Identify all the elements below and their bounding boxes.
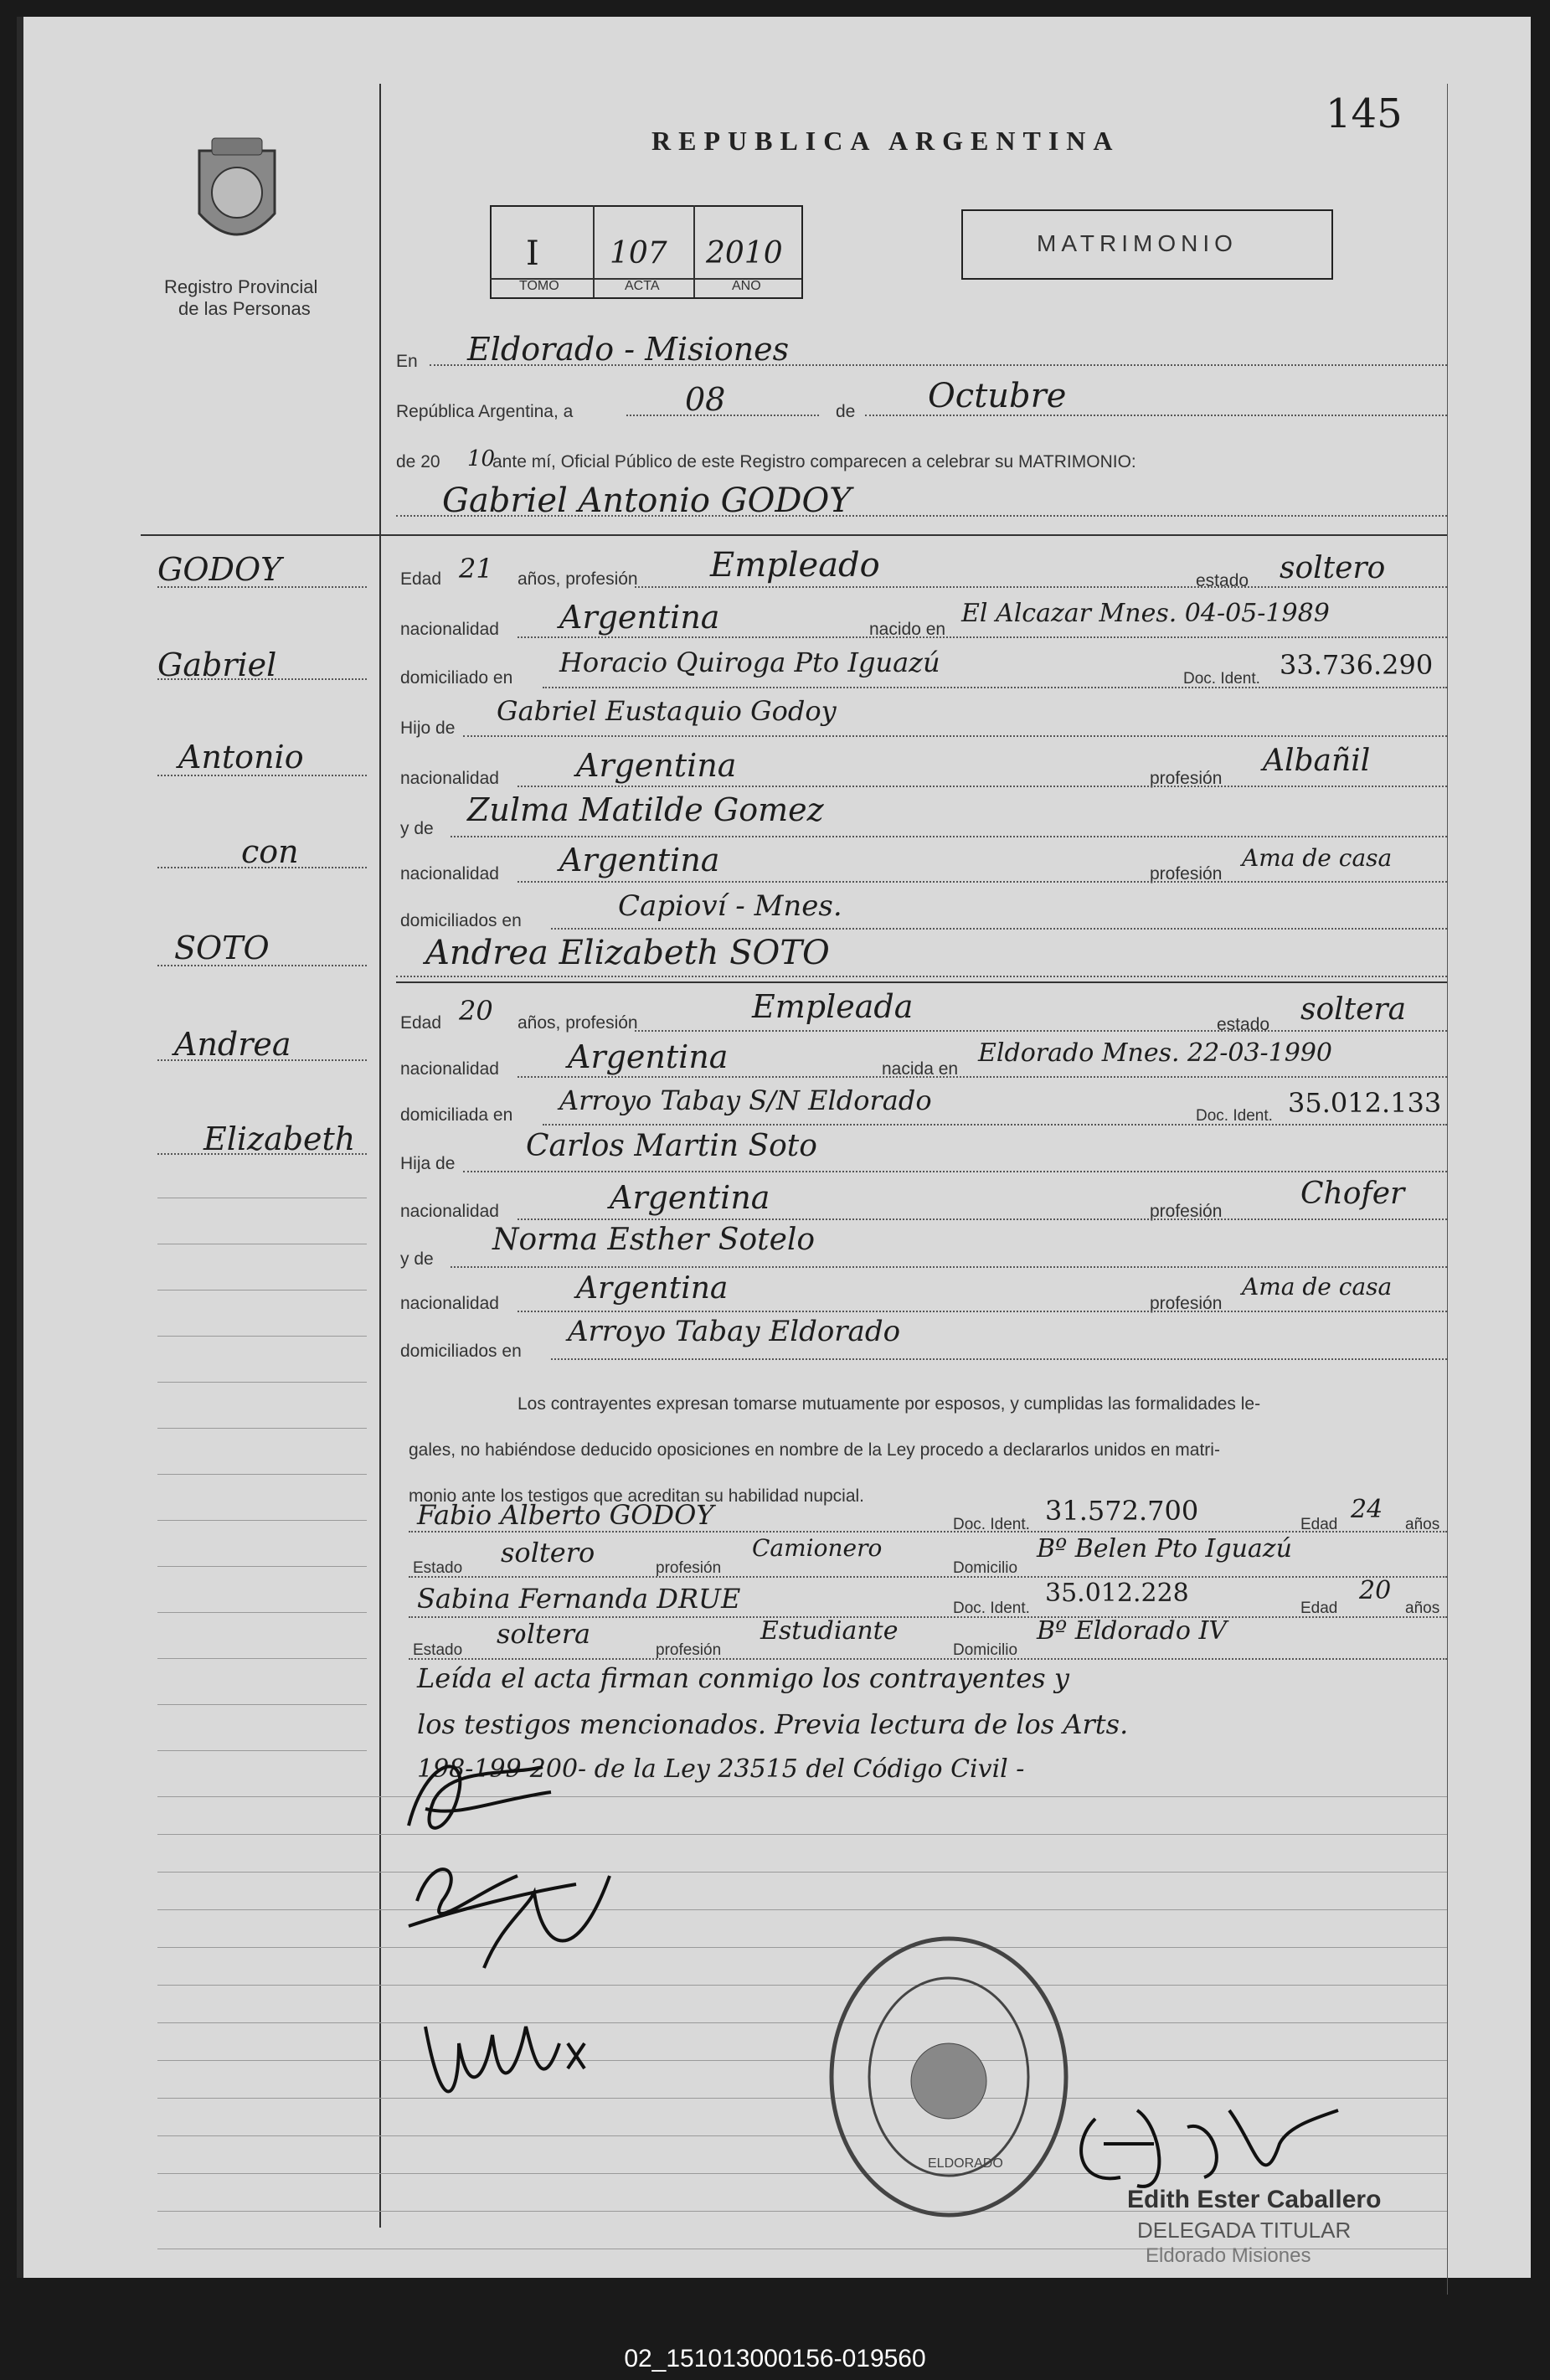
month: Octubre: [928, 377, 1067, 415]
groom-parents-dom-label: domiciliados en: [400, 911, 522, 930]
bride-father: Carlos Martin Soto: [526, 1129, 817, 1163]
groom-nationality: Argentina: [559, 599, 720, 636]
groom-doc: 33.736.290: [1280, 649, 1434, 681]
footer-code: 02_151013000156-019560: [624, 2345, 926, 2372]
bride-mother-nationality: Argentina: [576, 1271, 729, 1306]
bride-birth: Eldorado Mnes. 22-03-1990: [978, 1038, 1333, 1068]
groom-nacido-label: nacido en: [869, 620, 946, 639]
witness-prof-label: profesión: [656, 1559, 722, 1577]
groom-estado-label: estado: [1196, 571, 1249, 590]
act-type: MATRIMONIO: [1037, 230, 1238, 256]
bride-mother-nat-label: nacionalidad: [400, 1294, 499, 1313]
signature-witness: [409, 1993, 626, 2135]
year-suffix: 10: [467, 446, 496, 471]
witness-profession: Estudiante: [760, 1616, 899, 1646]
bride-estado-label: estado: [1217, 1015, 1270, 1034]
margin-line: SOTO: [174, 930, 270, 966]
witness-name: Fabio Alberto GODOY: [417, 1499, 714, 1531]
witness-anos-label: años: [1405, 1516, 1440, 1533]
witness-edad-label: Edad: [1300, 1516, 1338, 1533]
witness-age: 20: [1359, 1576, 1392, 1605]
groom-mother-nationality: Argentina: [559, 842, 720, 878]
country-title: REPUBLICA ARGENTINA: [651, 126, 1120, 156]
groom-dom-label: domiciliado en: [400, 668, 513, 688]
groom-father-profession: Albañil: [1263, 744, 1371, 778]
witness-dom-label: Domicilio: [953, 1641, 1018, 1659]
registry-name-line1: Registro Provincial: [164, 276, 318, 297]
witness-dom-label: Domicilio: [953, 1559, 1018, 1577]
bride-father-nat-label: nacionalidad: [400, 1202, 499, 1221]
ano-value: 2010: [706, 236, 783, 270]
bride-nationality: Argentina: [568, 1038, 729, 1075]
witness-address: Bº Belen Pto Iguazú: [1037, 1534, 1292, 1563]
republica-label: República Argentina, a: [396, 402, 574, 421]
de-label: de: [836, 402, 856, 421]
bride-mother-profession: Ama de casa: [1242, 1273, 1393, 1301]
declaration-line3: monio ante los testigos que acreditan su habilidad nupcial.: [409, 1486, 865, 1506]
year-prefix: de 20: [396, 452, 440, 471]
bride-edad-label: Edad: [400, 1013, 442, 1033]
witness-doc: 35.012.228: [1045, 1579, 1189, 1608]
right-border: [1447, 84, 1448, 2295]
bride-parents-address: Arroyo Tabay Eldorado: [568, 1315, 901, 1348]
bride-mother: Norma Esther Sotelo: [492, 1223, 816, 1257]
registry-name-line2: de las Personas: [178, 298, 311, 319]
bride-father-prof-label: profesión: [1150, 1202, 1223, 1221]
witness-doc-label: Doc. Ident.: [953, 1600, 1030, 1617]
witness-age: 24: [1351, 1495, 1383, 1524]
groom-father-nationality: Argentina: [576, 747, 737, 784]
official-place: Eldorado Misiones: [1146, 2244, 1311, 2267]
groom-anos-label: años, profesión: [518, 569, 638, 589]
declaration-line2: gales, no habiéndose deducido oposiciones en nombre de la Ley procedo a declararlos unidos en matri-: [409, 1440, 1220, 1460]
margin-line: Antonio: [178, 739, 304, 775]
witness-state: soltera: [497, 1618, 591, 1650]
groom-nat-label: nacionalidad: [400, 620, 499, 639]
groom-mother-prof-label: profesión: [1150, 864, 1223, 883]
groom-parents-address: Capioví - Mnes.: [618, 889, 842, 923]
witness-address: Bº Eldorado IV: [1037, 1616, 1227, 1646]
bride-mother-prof-label: profesión: [1150, 1294, 1223, 1313]
bride-doc: 35.012.133: [1288, 1087, 1442, 1119]
acta-value: 107: [610, 236, 667, 270]
tomo-label: TOMO: [519, 279, 559, 293]
official-title: DELEGADA TITULAR: [1137, 2218, 1352, 2243]
bride-father-profession: Chofer: [1300, 1177, 1405, 1211]
witness-estado-label: Estado: [413, 1641, 463, 1659]
bride-anos-label: años, profesión: [518, 1013, 638, 1033]
bride-nacida-label: nacida en: [882, 1059, 959, 1079]
registry-page: [17, 17, 1531, 2278]
bride-address: Arroyo Tabay S/N Eldorado: [559, 1084, 932, 1116]
groom-mother-nat-label: nacionalidad: [400, 864, 499, 883]
groom-yde-label: y de: [400, 819, 434, 838]
acta-label: ACTA: [625, 279, 660, 293]
groom-full-name: Gabriel Antonio GODOY: [442, 482, 852, 520]
official-name: Edith Ester Caballero: [1127, 2186, 1382, 2213]
groom-age: 21: [459, 553, 493, 585]
place: Eldorado - Misiones: [467, 331, 790, 368]
bride-hija-label: Hija de: [400, 1154, 456, 1173]
groom-edad-label: Edad: [400, 569, 442, 589]
groom-hijo-label: Hijo de: [400, 719, 456, 738]
registry-logo: [187, 134, 287, 260]
declaration-line1: Los contrayentes expresan tomarse mutuamente por esposos, y cumplidas las formalidades le-: [518, 1394, 1261, 1414]
witness-edad-label: Edad: [1300, 1600, 1338, 1617]
bride-age: 20: [459, 995, 493, 1027]
bride-doc-label: Doc. Ident.: [1196, 1107, 1273, 1125]
bride-father-nationality: Argentina: [610, 1179, 770, 1216]
closing-line3: 198-199-200- de la Ley 23515 del Código Civil -: [417, 1754, 1025, 1784]
witness-name: Sabina Fernanda DRUE: [417, 1583, 741, 1615]
day: 08: [685, 381, 726, 418]
groom-father-nat-label: nacionalidad: [400, 769, 499, 788]
bride-civil-state: soltera: [1300, 992, 1407, 1027]
witness-estado-label: Estado: [413, 1559, 463, 1577]
groom-doc-label: Doc. Ident.: [1183, 670, 1260, 688]
margin-line: Elizabeth: [203, 1120, 356, 1157]
groom-civil-state: soltero: [1280, 551, 1386, 585]
bride-full-name: Andrea Elizabeth SOTO: [425, 934, 830, 972]
witness-prof-label: profesión: [656, 1641, 722, 1659]
margin-line: con: [241, 833, 299, 870]
bride-yde-label: y de: [400, 1249, 434, 1269]
margin-line: GODOY: [157, 551, 282, 588]
tomo-value: I: [526, 234, 539, 273]
groom-mother: Zulma Matilde Gomez: [467, 791, 824, 828]
en-label: En: [396, 352, 418, 371]
groom-birth: El Alcazar Mnes. 04-05-1989: [961, 599, 1330, 628]
intro-text: ante mí, Oficial Público de este Registro comparecen a celebrar su MATRIMONIO:: [492, 452, 1136, 471]
signature-groom: [392, 1742, 576, 1851]
groom-mother-profession: Ama de casa: [1242, 844, 1393, 872]
witness-doc: 31.572.700: [1045, 1495, 1199, 1527]
witness-profession: Camionero: [752, 1534, 883, 1562]
official-stamp: [823, 1930, 1074, 2223]
witness-state: soltero: [501, 1537, 595, 1569]
ano-label: AÑO: [732, 279, 761, 293]
groom-profession: Empleado: [710, 546, 880, 585]
margin-line: Andrea: [174, 1026, 291, 1063]
stamp-city: ELDORADO: [928, 2156, 1003, 2171]
bride-profession: Empleada: [752, 988, 914, 1025]
margin-line: Gabriel: [157, 647, 277, 683]
closing-line1: Leída el acta firman conmigo los contrayentes y: [417, 1662, 1069, 1694]
bride-dom-label: domiciliada en: [400, 1105, 513, 1125]
column-divider: [379, 84, 381, 2228]
bride-nat-label: nacionalidad: [400, 1059, 499, 1079]
witness-anos-label: años: [1405, 1600, 1440, 1617]
page-number: 145: [1326, 90, 1403, 137]
groom-address: Horacio Quiroga Pto Iguazú: [559, 647, 940, 678]
closing-line2: los testigos mencionados. Previa lectura de los Arts.: [417, 1708, 1129, 1740]
witness-doc-label: Doc. Ident.: [953, 1516, 1030, 1533]
signature-bride: [392, 1842, 660, 1985]
groom-father-prof-label: profesión: [1150, 769, 1223, 788]
bride-parents-dom-label: domiciliados en: [400, 1342, 522, 1361]
groom-father: Gabriel Eustaquio Godoy: [497, 695, 837, 727]
